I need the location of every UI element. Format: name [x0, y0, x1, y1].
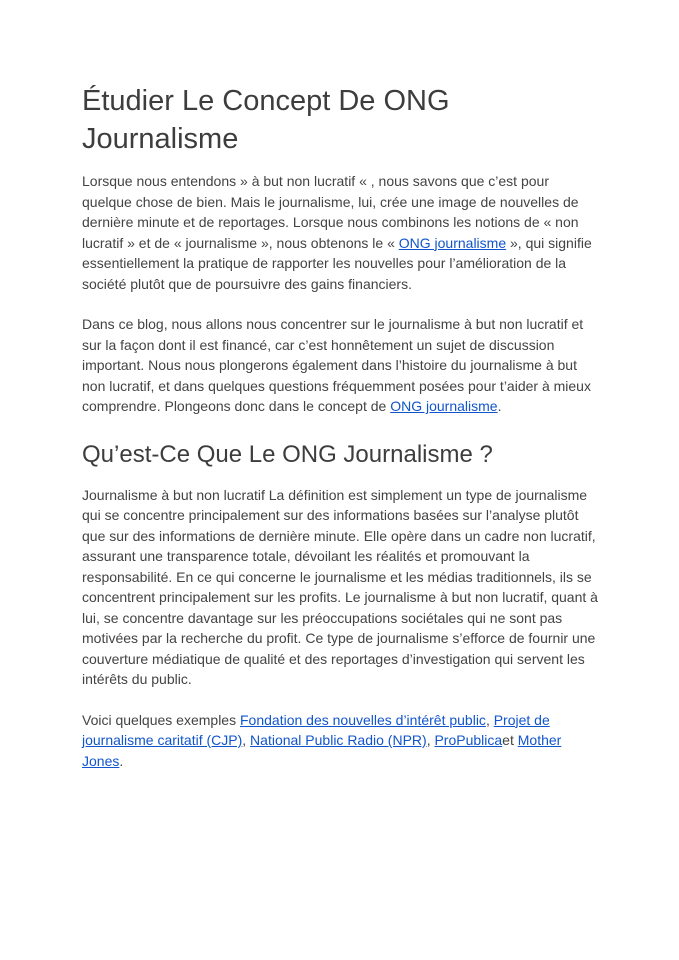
blog-text-start: Dans ce blog, nous allons nous concentrer sur le journalisme à but non lucratif et sur la façon dont il est financé, car c’est honnêtement un sujet de discussion important. Nous nous plongerons également dans l’histoire du journalisme à but non lucratif, et dans quelques questions fréquemment posées pour t’aider à mieux comprendre. Plongeons donc dans le concept de: [82, 316, 591, 414]
example-link-cjp[interactable]: Projet de journalisme caritatif (CJP): [82, 711, 550, 748]
blog-paragraph: [82, 314, 602, 417]
examples-intro: Voici quelques exemples: [82, 711, 240, 728]
example-link-mother-jones[interactable]: Mother Jones: [82, 732, 562, 769]
separator-comma: ,: [242, 732, 251, 748]
section-heading: Qu’est-Ce Que Le ONG Journalisme ?: [82, 440, 493, 468]
intro-text-start: Lorsque nous entendons » à but non lucratif « , nous savons que c’est pour quelque chose de bien. Mais le journalisme, lui, crée une image de nouvelles de dernière minute et de reportages. Lorsque nous combinons les notions de « non lucratif » et de « journalisme », nous obtenons le «: [82, 173, 579, 251]
document-page: [82, 82, 602, 771]
page-title: Étudier Le Concept De ONG Journalisme: [82, 85, 450, 155]
example-link-npr[interactable]: National Public Radio (NPR): [250, 732, 427, 748]
ong-journalisme-link-1[interactable]: ONG journalisme: [398, 234, 507, 251]
blog-text-end: .: [497, 398, 502, 414]
separator-et: et: [502, 732, 518, 748]
examples-paragraph: [82, 710, 602, 772]
intro-paragraph: [82, 171, 602, 294]
separator-comma: ,: [426, 732, 435, 748]
example-link-propublica[interactable]: ProPublica: [434, 732, 503, 748]
separator-comma: ,: [485, 711, 494, 728]
ong-journalisme-link-2[interactable]: ONG journalisme: [390, 398, 498, 414]
examples-end: .: [119, 752, 124, 769]
intro-text-end: », qui signifie essentiellement la pratique de rapporter les nouvelles pour l’amélioration de la société plutôt que de poursuivre des gains financiers.: [82, 234, 592, 292]
example-link-fondation[interactable]: Fondation des nouvelles d’intérêt public: [240, 711, 486, 728]
definition-paragraph: Journalisme à but non lucratif La définition est simplement un type de journalisme qui se concentre principalement sur des informations basées sur l’analyse plutôt que sur des informations de dernière minute. Elle opère dans un cadre non lucratif, assurant une transparence totale, dévoilant les réalités et promouvant la responsabilité. En ce qui concerne le journalisme et les médias traditionnels, ils se concentrent principalement sur les profits. Le journalisme à but non lucratif, quant à lui, se concentre davantage sur les préoccupations sociétales qui ne sont pas motivées par la recherche du profit. Ce type de journalisme s’efforce de fournir une couverture médiatique de qualité et des reportages d’investigation qui servent les intérêts du public.: [82, 486, 598, 687]
